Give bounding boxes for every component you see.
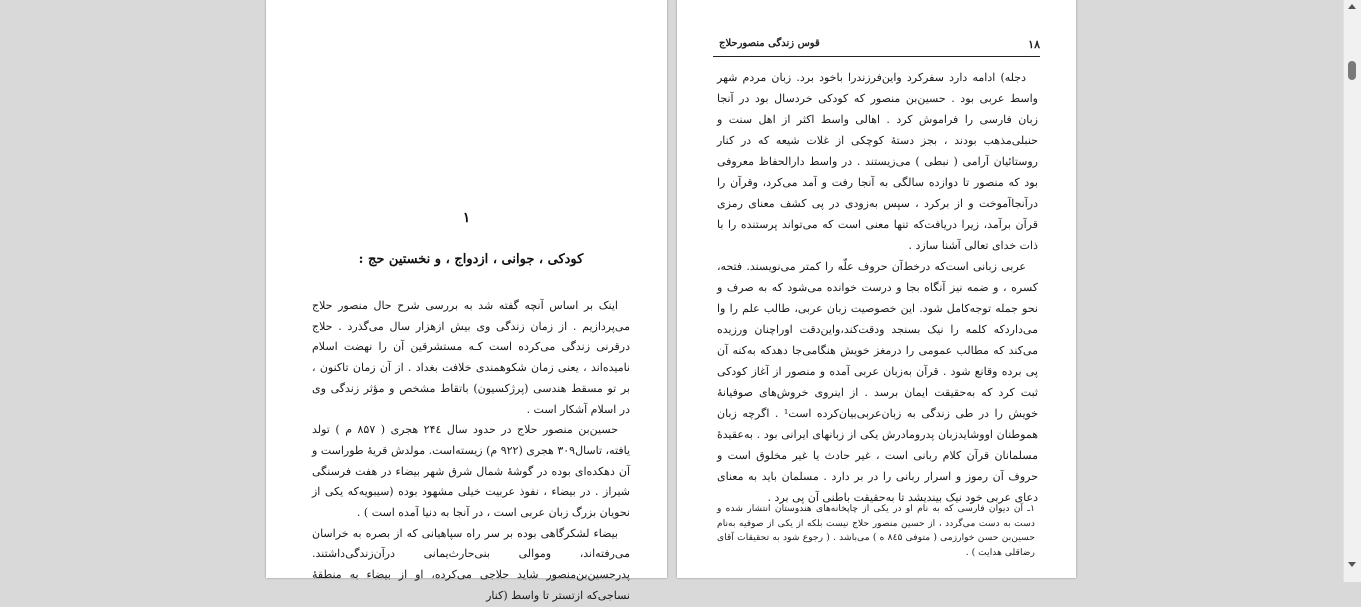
paragraph: بیضاء لشکرگاهی بوده بر سر راه سپاهیانی که از بصره به خراسان می‌رفته‌اند، وموالی بنی‌حارث‌یمانی درآن‌زندگی‌داشتند. پدرحسین‌بن‌منصور شاید حلاجی می‌کرده، او از بیضاء به منطقهٔ نساجی‌که ازتستر تا واسط (کنار: [312, 526, 630, 602]
footnote: ۱ـ آن دیوان فارسی که به نام او در یکی از چاپخانه‌های هندوستان انتشار شده و دست به دست می‌گردد ، از حسین منصور حلاج نیست بلکه از یکی از صوفیه به‌نام حسین‌بن حسن خوارزمی ( متوفی ۸٤۵ ه ) می‌باشد . ( رجوع شود به تحقیقات آقای رضاقلی هدایت ) .: [717, 503, 1036, 558]
document-page-right: [677, 0, 1076, 578]
paragraph: اینک بر اساس آنچه گفته شد به بررسی شرح حال منصور حلاج می‌پردازیم . از زمان زندگی وی بیش ازهزار سال می‌گذرد . حلاج درقرنی زندگی می‌کرده است کـه مستشرقین آن را نهضت اسلام نامیده‌اند ، یعنی زمان شکوهمندی خلافت بغداد . از آن زمان تاکنون ، بر تو مسقط هندسی (پرژکسیون) باتقاط مشخص و مؤثر زندگی وی در اسلام آشکار است .: [312, 299, 630, 416]
document-page-left: [266, 0, 667, 602]
paragraph: عربی زبانی است‌که درخط‌آن حروف علّه را کمتر می‌نویسند. فتحه، کسره ، و ضمه نیز آنگاه بجا و درست خوانده می‌شود که به صرف و نحو جمله توجه‌کامل شود. این خصوصیت زبان عربی، طالب علم را وا می‌داردکه کلمه را نیک بسنجد ودقت‌کند،واین‌دقت اوراچنان ورزیده می‌کند که مطالب عمومی را درمغز خویش هنگامی‌جا دهدکه به‌کنه آن پی برده وقانع شود . قرآن به‌زبان عربی آمده و منصور از آغاز کودکی ثبت کرد که به‌حقیقت ایمان برسد . از اینروی خروش‌های صوفیانهٔ خویش را در طی زندگی به زبان‌عربی‌بیان‌کرده است¹ . اگرچه زبان هموطنان اووشایدزبان پدرومادرش یکی از زبانهای ایرانی بود . به‌عقیدهٔ مسلمانان قرآن کلام ربانی است ، غیر حادث یا غیر مخلوق است و حروف آن رموز و اسرار ربانی را در بر دارد . مسلمان باید به معنای دعای عربی خود نیک بیندیشد تا به‌حقیقت باطنی آن پی برد .: [717, 260, 1039, 504]
running-header: [713, 38, 1040, 57]
scrollbar-thumb[interactable]: [1348, 61, 1356, 80]
page-number: ۱۸: [1028, 38, 1040, 51]
vertical-scrollbar[interactable]: [1343, 0, 1361, 582]
paragraph: دجله) ادامه دارد سفرکرد واین‌فرزندرا باخود برد. زبان مردم شهر واسط عربی بود . حسین‌بن منصور که کودکی خردسال بود در آنجا زبان فارسی را فراموش کرد . اهالی واسط اکثر از اهل سنت و حنبلی‌مذهب بودند ، بجز دستهٔ کوچکی از غلات شیعه که در کنار روستائیان آرامی ( نبطی ) می‌زیستند . در واسط دارالحفاظ معروفی بود که منصور تا دوازده سالگی به آنجا رفت و آمد می‌کرد، وقرآن را درآنجاآموخت و از برکرد ، سپس به‌زودی در پی کشف معنای رمزی قرآن برآمد، زیرا دریافت‌که تنها معنی است که می‌تواند پرستنده را با ذات خدای تعالی آشنا سازد .: [717, 71, 1038, 252]
page-body-text: [312, 296, 630, 607]
page-body-text: [717, 67, 1038, 508]
scroll-up-arrow-icon[interactable]: [1348, 4, 1356, 9]
scroll-down-arrow-icon[interactable]: [1348, 562, 1356, 567]
chapter-number: ۱: [462, 210, 471, 226]
paragraph: حسین‌بن منصور حلاج در حدود سال ۲۴٤ هجری ( ۸۵۷ م ) تولد یافته، تاسال۳۰۹ هجری (۹۲۲ م) زیسته‌است. مولدش قریهٔ طوراست و آن دهکده‌ای بوده در گوشهٔ شمال شرق شهر بیضاء در هفت فرسنگی شیراز . در بیضاء ، نفوذ عربیت خیلی مشهود بوده (سیبویه‌که یکی از نحویان بزرگ زبان عربی است ، در آنجا به دنیا آمده است ) .: [312, 423, 631, 520]
chapter-title: کودکی ، جوانی ، ازدواج ، و نخستین حج :: [358, 252, 584, 267]
running-title: قوس زندگی منصورحلاج: [719, 38, 820, 49]
